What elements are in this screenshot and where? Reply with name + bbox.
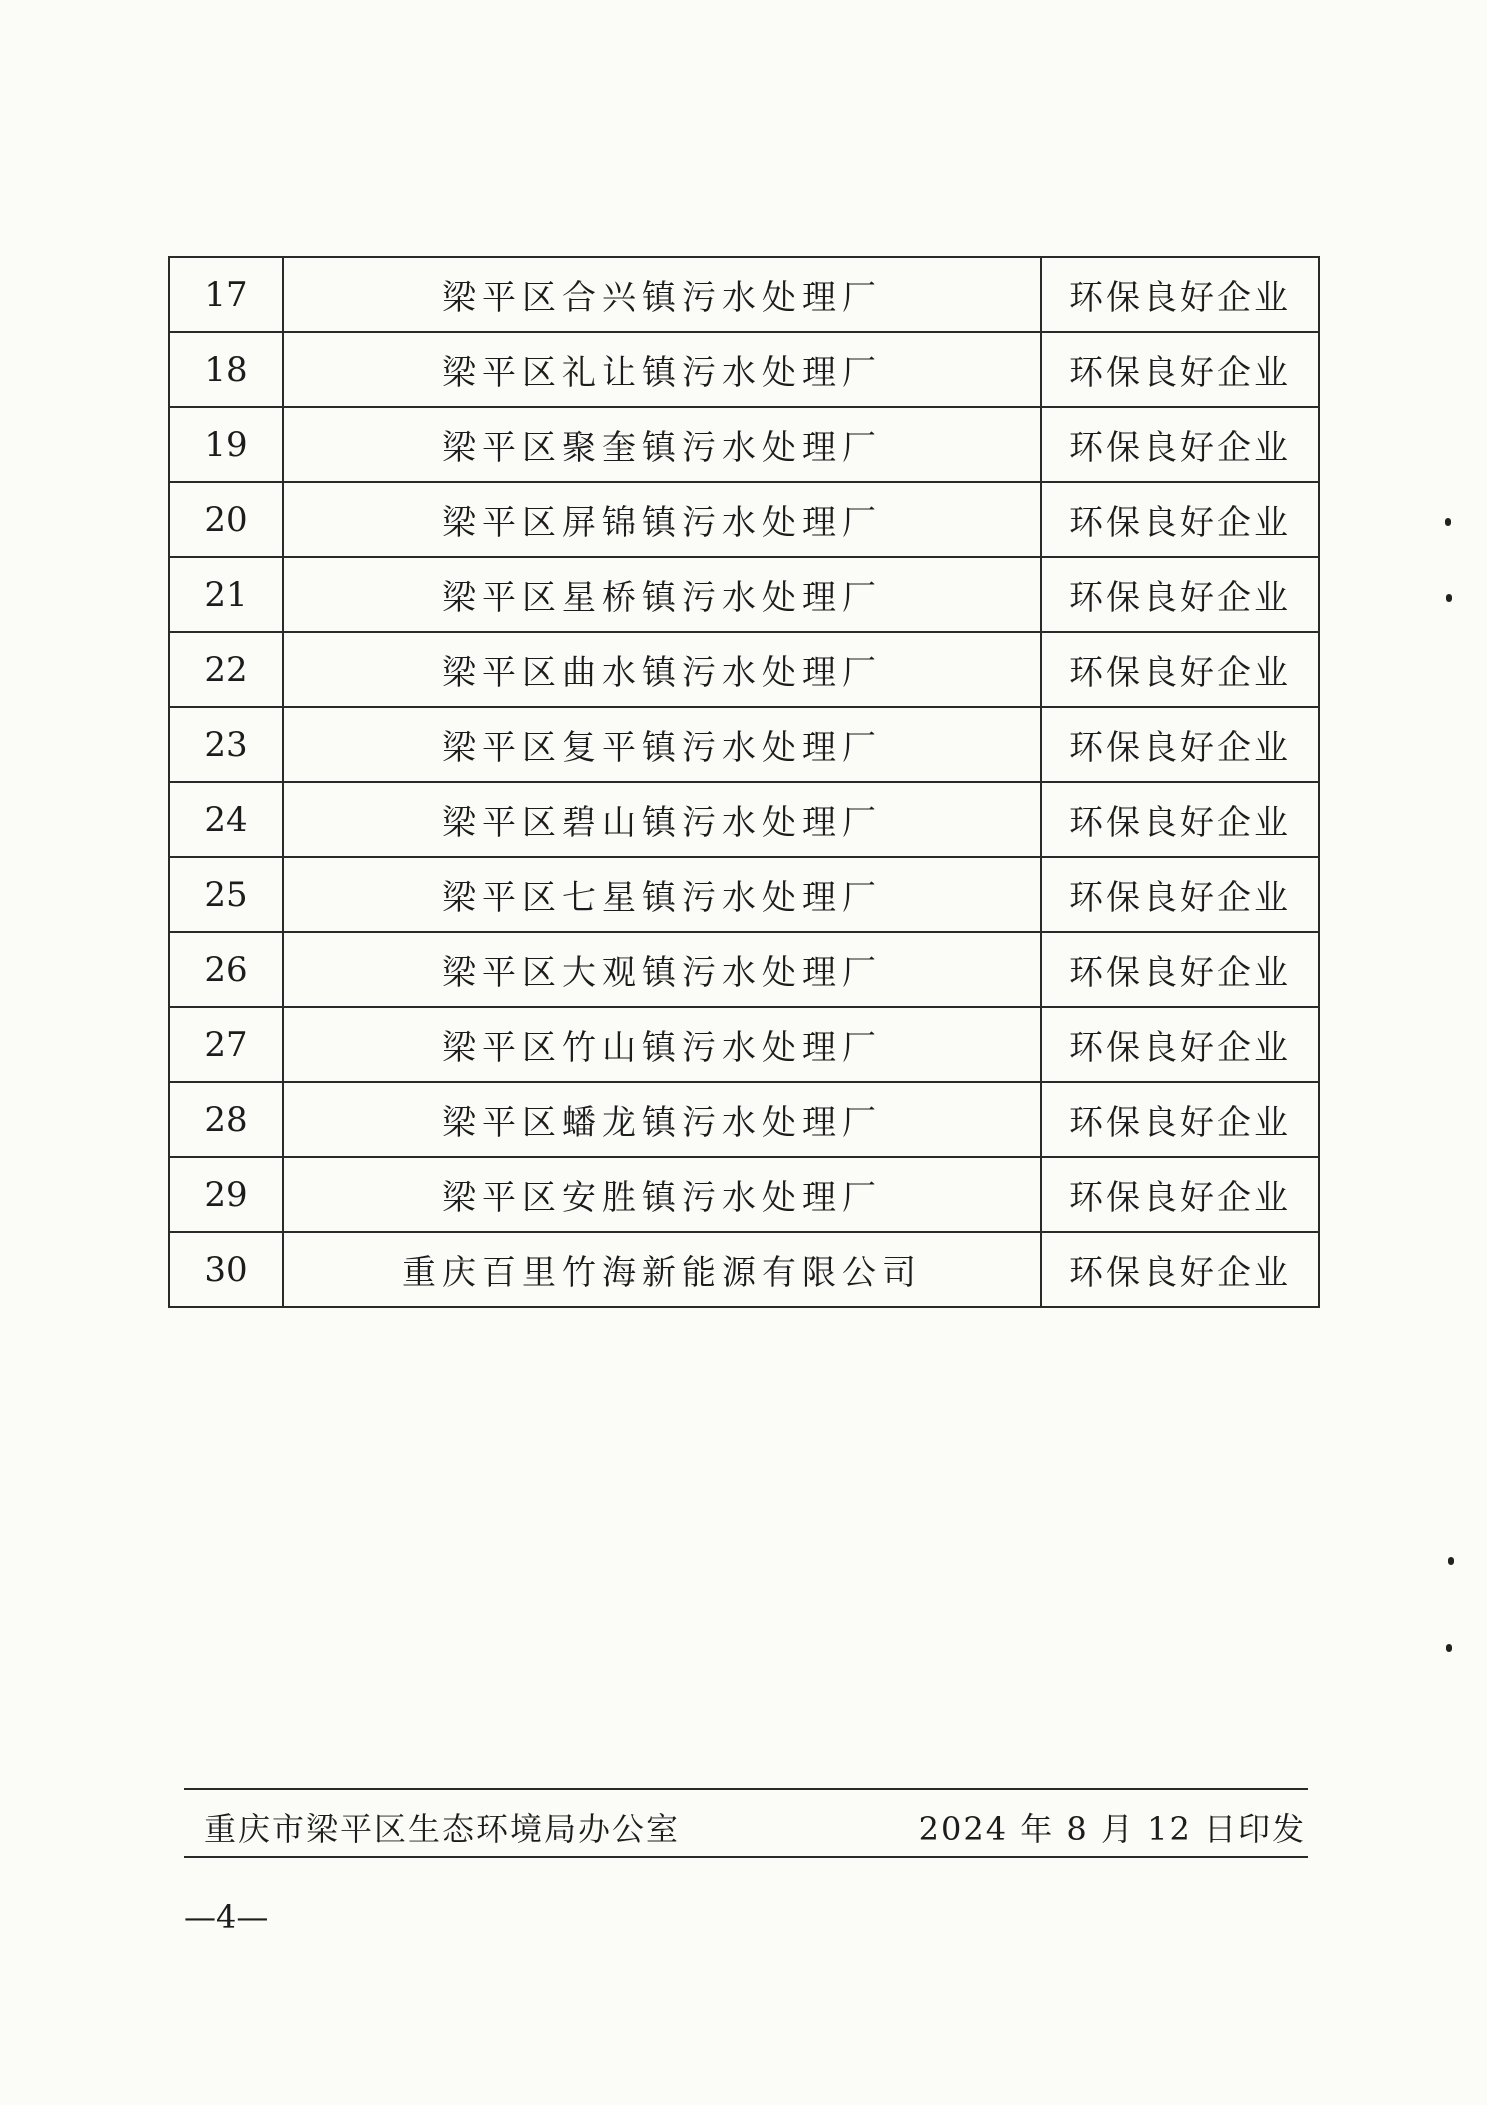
row-number-cell: 27 (169, 1007, 283, 1082)
row-number-cell: 30 (169, 1232, 283, 1307)
rating-cell: 环保良好企业 (1041, 632, 1319, 707)
row-number-cell: 25 (169, 857, 283, 932)
table-row (169, 1232, 1319, 1307)
enterprise-name-cell: 梁平区竹山镇污水处理厂 (283, 1007, 1041, 1082)
rating-cell: 环保良好企业 (1041, 332, 1319, 407)
row-number-cell: 26 (169, 932, 283, 1007)
row-number-cell: 18 (169, 332, 283, 407)
enterprise-name-cell: 梁平区聚奎镇污水处理厂 (283, 407, 1041, 482)
table-row (169, 932, 1319, 1007)
row-number-cell: 19 (169, 407, 283, 482)
enterprise-name-cell: 梁平区屏锦镇污水处理厂 (283, 482, 1041, 557)
table-row (169, 857, 1319, 932)
table-row (169, 632, 1319, 707)
rating-cell: 环保良好企业 (1041, 932, 1319, 1007)
row-number-cell: 20 (169, 482, 283, 557)
row-number-cell: 28 (169, 1082, 283, 1157)
print-date: 2024 年 8 月 12 日印发 (918, 1810, 1306, 1848)
row-number-cell: 22 (169, 632, 283, 707)
rating-cell: 环保良好企业 (1041, 857, 1319, 932)
row-number-cell: 17 (169, 257, 283, 332)
enterprise-rating-table (168, 256, 1320, 1308)
table-row (169, 332, 1319, 407)
table-body (169, 257, 1319, 1307)
scan-speck (1445, 518, 1451, 526)
enterprise-name-cell: 梁平区蟠龙镇污水处理厂 (283, 1082, 1041, 1157)
table-row (169, 482, 1319, 557)
enterprise-name-cell: 梁平区礼让镇污水处理厂 (283, 332, 1041, 407)
rating-cell: 环保良好企业 (1041, 782, 1319, 857)
row-number-cell: 21 (169, 557, 283, 632)
rating-cell: 环保良好企业 (1041, 1157, 1319, 1232)
table-row (169, 257, 1319, 332)
issuance-footer (184, 1788, 1308, 1858)
table-row (169, 407, 1319, 482)
table-row (169, 1082, 1319, 1157)
table-row (169, 1157, 1319, 1232)
enterprise-name-cell: 梁平区曲水镇污水处理厂 (283, 632, 1041, 707)
rating-cell: 环保良好企业 (1041, 1082, 1319, 1157)
table-row (169, 782, 1319, 857)
enterprise-name-cell: 梁平区星桥镇污水处理厂 (283, 557, 1041, 632)
rating-cell: 环保良好企业 (1041, 1232, 1319, 1307)
enterprise-name-cell: 梁平区七星镇污水处理厂 (283, 857, 1041, 932)
row-number-cell: 29 (169, 1157, 283, 1232)
rating-cell: 环保良好企业 (1041, 707, 1319, 782)
scan-speck (1446, 1644, 1452, 1652)
row-number-cell: 23 (169, 707, 283, 782)
page-number: —4— (184, 1898, 269, 1936)
enterprise-name-cell: 重庆百里竹海新能源有限公司 (283, 1232, 1041, 1307)
rating-cell: 环保良好企业 (1041, 407, 1319, 482)
table-row (169, 1007, 1319, 1082)
table-row (169, 557, 1319, 632)
enterprise-name-cell: 梁平区大观镇污水处理厂 (283, 932, 1041, 1007)
rating-cell: 环保良好企业 (1041, 482, 1319, 557)
rating-cell: 环保良好企业 (1041, 257, 1319, 332)
rating-cell: 环保良好企业 (1041, 1007, 1319, 1082)
scan-speck (1448, 1557, 1454, 1565)
enterprise-name-cell: 梁平区合兴镇污水处理厂 (283, 257, 1041, 332)
table-row (169, 707, 1319, 782)
issuing-organization: 重庆市梁平区生态环境局办公室 (204, 1810, 681, 1848)
scan-speck (1446, 594, 1452, 602)
enterprise-name-cell: 梁平区碧山镇污水处理厂 (283, 782, 1041, 857)
enterprise-name-cell: 梁平区复平镇污水处理厂 (283, 707, 1041, 782)
row-number-cell: 24 (169, 782, 283, 857)
rating-cell: 环保良好企业 (1041, 557, 1319, 632)
enterprise-name-cell: 梁平区安胜镇污水处理厂 (283, 1157, 1041, 1232)
